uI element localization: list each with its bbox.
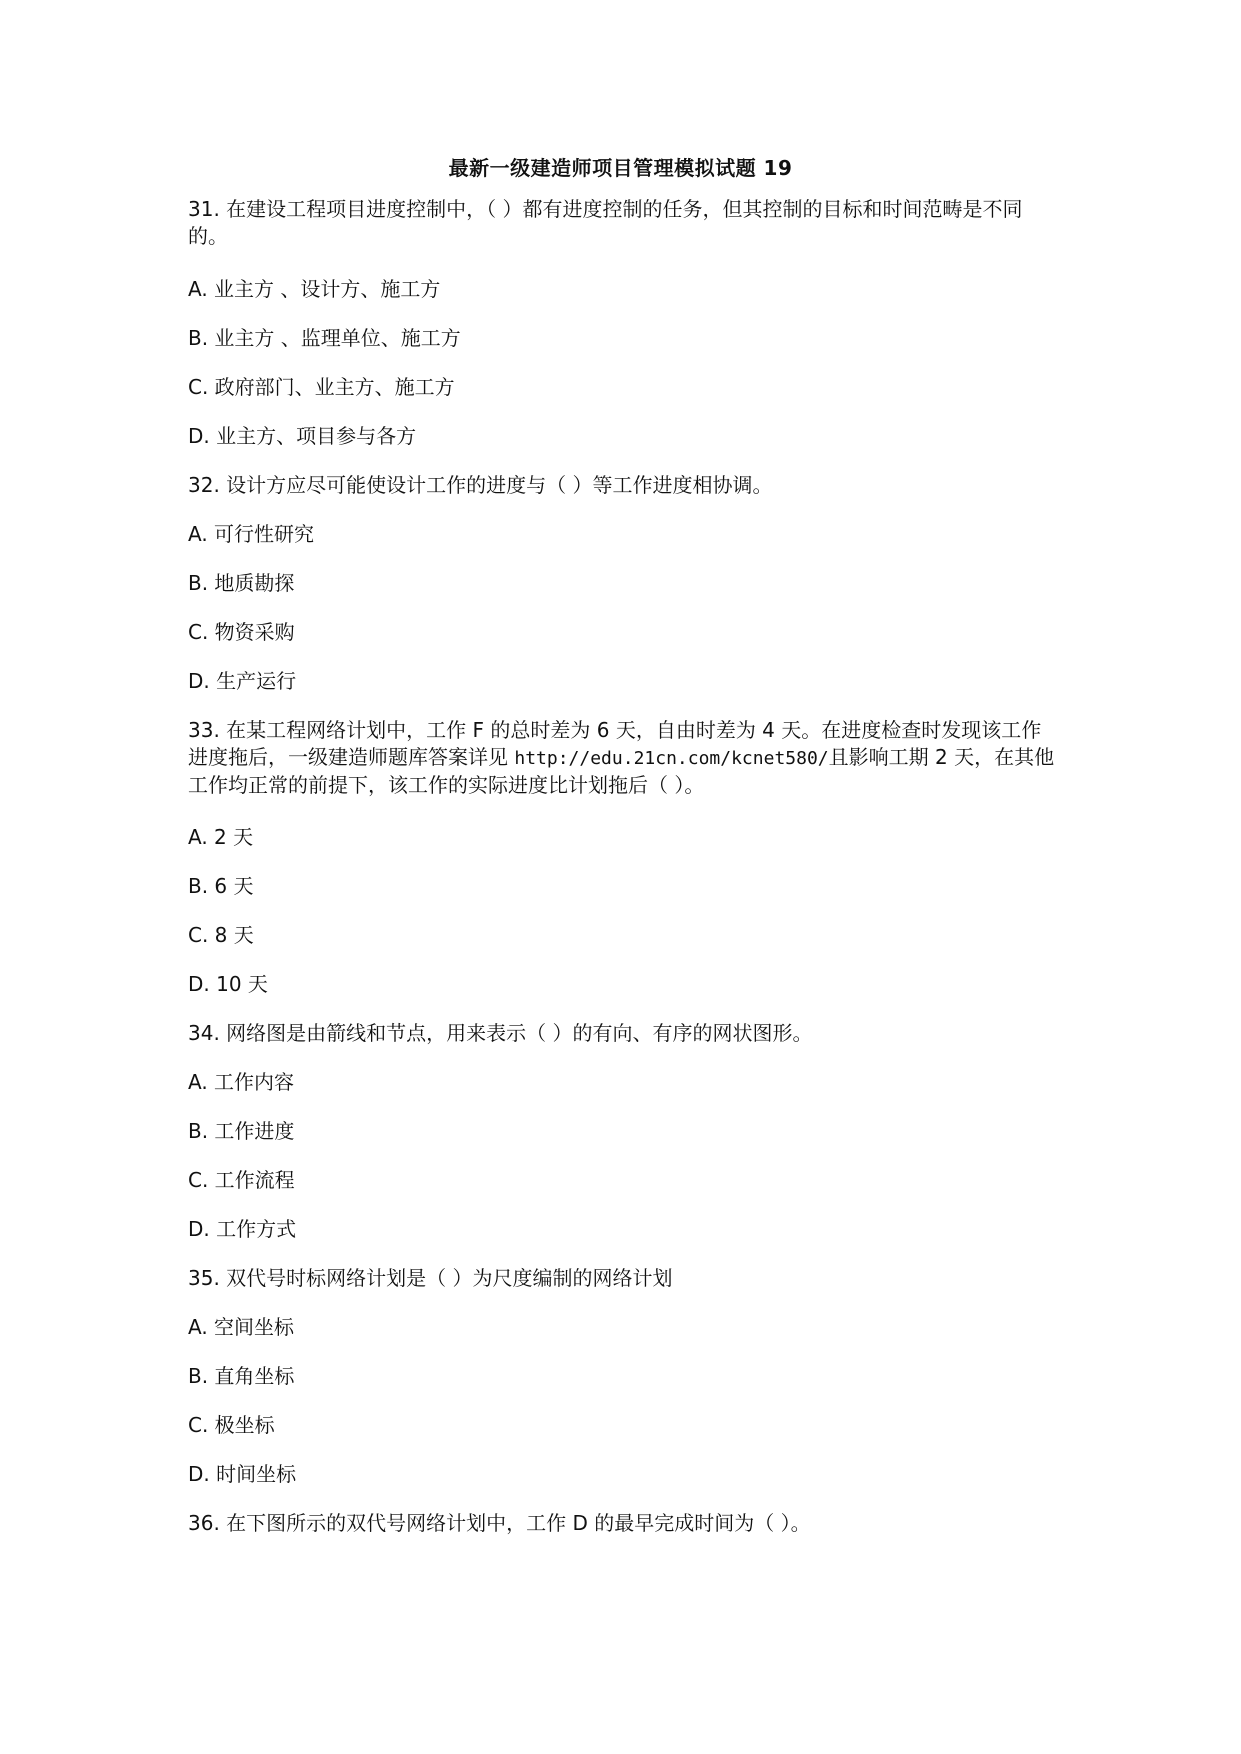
- question-33-option-b: B. 6 天: [188, 874, 254, 898]
- question-34-option-b: B. 工作进度: [188, 1119, 295, 1143]
- question-33-stem-part1: 33. 在某工程网络计划中，工作 F 的总时差为 6 天，自由时差为 4 天。在进度检查时发现该工作进度拖后，一级建造师题库答案详见: [188, 718, 1042, 769]
- question-34-option-c: C. 工作流程: [188, 1168, 295, 1192]
- question-35-option-d: D. 时间坐标: [188, 1462, 297, 1486]
- question-36-stem: 36. 在下图所示的双代号网络计划中，工作 D 的最早完成时间为（ ）。: [188, 1511, 811, 1535]
- question-31-option-a: A. 业主方 、设计方、施工方: [188, 277, 441, 301]
- question-33-option-d: D. 10 天: [188, 972, 268, 996]
- question-31-option-c: C. 政府部门、业主方、施工方: [188, 375, 455, 399]
- question-34-stem: 34. 网络图是由箭线和节点，用来表示（ ）的有向、有序的网状图形。: [188, 1021, 813, 1045]
- question-32-option-d: D. 生产运行: [188, 669, 297, 693]
- question-32-option-c: C. 物资采购: [188, 620, 295, 644]
- page-title: 最新一级建造师项目管理模拟试题 19: [448, 156, 793, 180]
- question-33-stem-part2: 且影响工期 2 天，在其他工作均正常的前提下，该工作的实际进度比计划拖后（ ）。: [188, 745, 1055, 797]
- question-31-stem: 31. 在建设工程项目进度控制中，（ ）都有进度控制的任务，但其控制的目标和时间范畴是不同的。: [188, 197, 1023, 248]
- question-32-option-a: A. 可行性研究: [188, 522, 315, 546]
- question-31-option-d: D. 业主方、项目参与各方: [188, 424, 417, 448]
- question-34-option-a: A. 工作内容: [188, 1070, 295, 1094]
- question-35-option-a: A. 空间坐标: [188, 1315, 295, 1339]
- question-34-option-d: D. 工作方式: [188, 1217, 297, 1241]
- question-32-option-b: B. 地质勘探: [188, 571, 295, 595]
- question-35-option-b: B. 直角坐标: [188, 1364, 295, 1388]
- question-33-option-c: C. 8 天: [188, 923, 254, 947]
- question-33-stem: [188, 717, 1058, 799]
- question-31-option-b: B. 业主方 、监理单位、施工方: [188, 326, 461, 350]
- question-35-option-c: C. 极坐标: [188, 1413, 275, 1437]
- question-35-stem: 35. 双代号时标网络计划是（ ）为尺度编制的网络计划: [188, 1266, 673, 1290]
- question-33-option-a: A. 2 天: [188, 825, 254, 849]
- question-33-url: http://edu.21cn.com/kcnet580/: [514, 748, 829, 769]
- question-32-stem: 32. 设计方应尽可能使设计工作的进度与（ ）等工作进度相协调。: [188, 473, 773, 497]
